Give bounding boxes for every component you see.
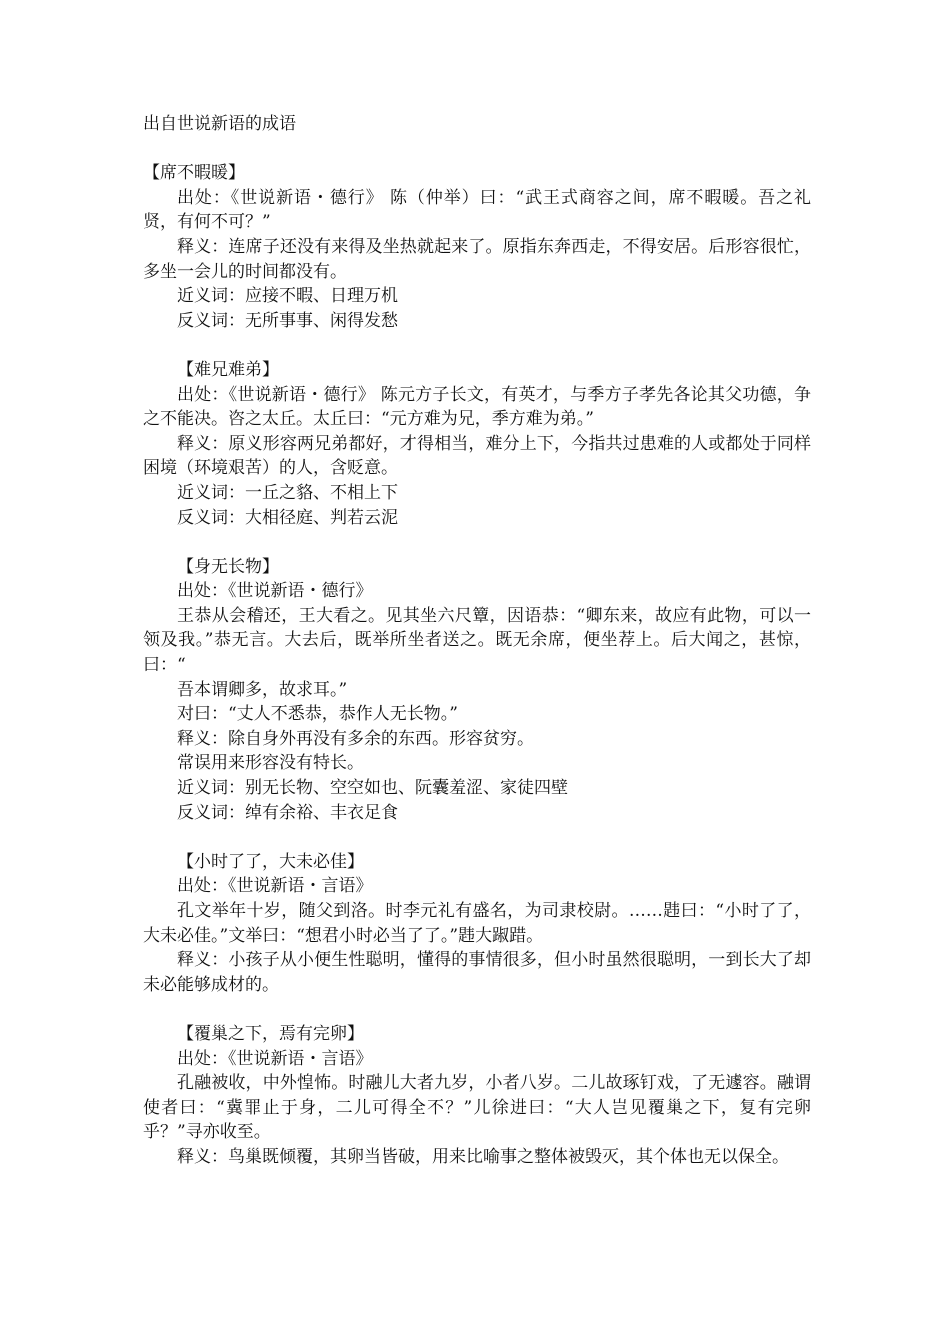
source-line: 出处：《世说新语・德行》 xyxy=(177,581,373,602)
story-paragraph: 对曰：“丈人不悉恭，恭作人无长物。” xyxy=(177,704,458,725)
idiom-heading: 【小时了了，大未必佳】 xyxy=(177,851,364,872)
synonyms-line: 近义词：一丘之貉、不相上下 xyxy=(177,482,398,503)
idiom-heading: 【身无长物】 xyxy=(177,556,279,577)
idiom-heading: 【席不暇暖】 xyxy=(143,163,245,184)
definition-paragraph: 释义：原义形容两兄弟都好，才得相当，难分上下，今指共过患难的人或都处于同样困境（环境艰苦）的人，含贬意。 xyxy=(143,433,811,479)
definition-paragraph: 释义：除自身外再没有多余的东西。形容贫穷。 xyxy=(177,728,534,749)
story-paragraph: 吾本谓卿多，故求耳。” xyxy=(177,679,348,700)
story-paragraph: 王恭从会稽还，王大看之。见其坐六尺簟，因语恭：“卿东来，故应有此物，可以一领及我。”恭无言。大去后，既举所坐者送之。既无余席，便坐荐上。后大闻之，甚惊，曰：“ xyxy=(143,605,811,676)
idiom-section xyxy=(143,1022,811,1170)
idiom-heading: 【覆巢之下，焉有完卵】 xyxy=(177,1023,364,1044)
note-line: 常误用来形容没有特长。 xyxy=(177,753,364,774)
definition-paragraph: 释义：小孩子从小便生性聪明，懂得的事情很多，但小时虽然很聪明，一到长大了却未必能够成材的。 xyxy=(143,950,811,995)
document-title: 出自世说新语的成语 xyxy=(143,114,296,134)
story-paragraph: 孔融被收，中外惶怖。时融儿大者九岁，小者八岁。二儿故琢钉戏，了无遽容。融谓使者曰：“冀罪止于身，二儿可得全不？”儿徐进曰：“大人岂见覆巢之下，复有完卵乎？”寻亦收至。 xyxy=(143,1073,811,1143)
antonyms-line: 反义词：无所事事、闲得发愁 xyxy=(177,310,398,331)
document-page xyxy=(143,112,811,1194)
source-paragraph: 出处：《世说新语・德行》 陈（仲举）曰：“武王式商容之间，席不暇暖。吾之礼贤，有何不可？” xyxy=(143,187,811,233)
definition-paragraph: 释义：连席子还没有来得及坐热就起来了。原指东奔西走，不得安居。后形容很忙，多坐一会儿的时间都没有。 xyxy=(143,236,811,282)
antonyms-line: 反义词：绰有余裕、丰衣足食 xyxy=(177,802,398,823)
idiom-section xyxy=(143,358,811,530)
source-line: 出处：《世说新语・言语》 xyxy=(177,876,373,897)
idiom-heading: 【难兄难弟】 xyxy=(177,359,279,380)
synonyms-line: 近义词：应接不暇、日理万机 xyxy=(177,286,398,307)
source-paragraph: 出处：《世说新语・德行》 陈元方子长文，有英才，与季方子孝先各论其父功德，争之不能决。咨之太丘。太丘曰：“元方难为兄，季方难为弟。” xyxy=(143,384,811,430)
definition-paragraph: 释义：鸟巢既倾覆，其卵当皆破，用来比喻事之整体被毁灭，其个体也无以保全。 xyxy=(177,1146,789,1167)
idiom-section xyxy=(143,161,811,333)
idiom-section xyxy=(143,850,811,998)
idiom-section xyxy=(143,555,811,826)
story-paragraph: 孔文举年十岁，随父到洛。时李元礼有盛名，为司隶校尉。……韪曰：“小时了了，大未必佳。”文举曰：“想君小时必当了了。”韪大踧踖。 xyxy=(143,901,811,946)
antonyms-line: 反义词：大相径庭、判若云泥 xyxy=(177,507,398,528)
source-line: 出处：《世说新语・言语》 xyxy=(177,1048,373,1069)
synonyms-line: 近义词：别无长物、空空如也、阮囊羞涩、家徒四壁 xyxy=(177,778,568,799)
